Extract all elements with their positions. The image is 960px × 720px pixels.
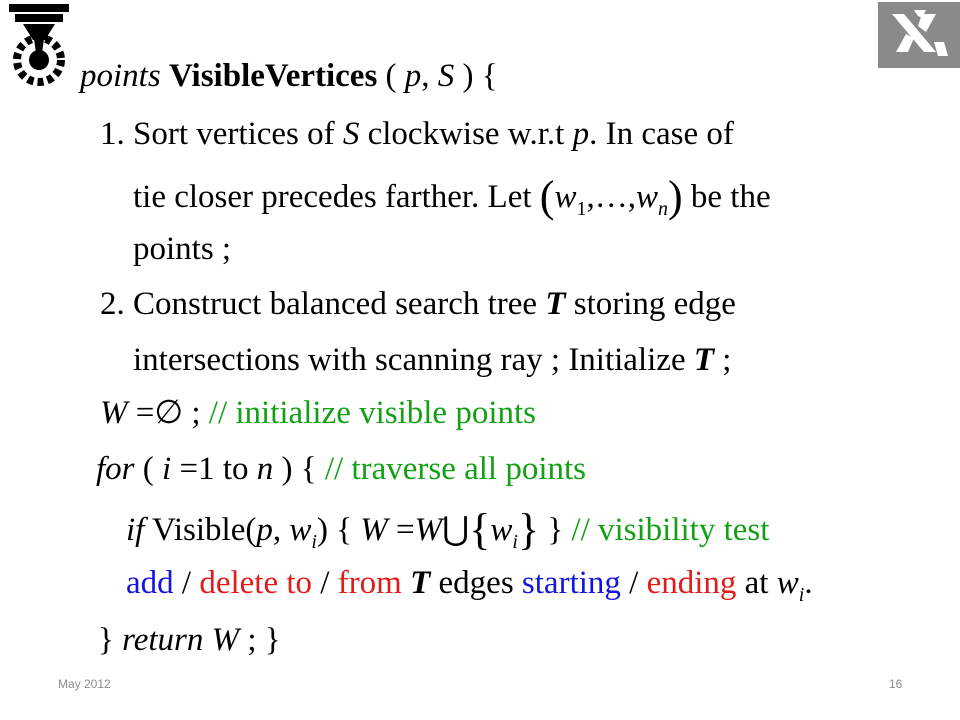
step1-text-a: Sort vertices of: [133, 116, 335, 152]
function-name: VisibleVertices: [168, 58, 378, 94]
technion-logo-icon: [3, 2, 75, 88]
tuple-paren-open: (: [539, 172, 555, 221]
step1-text-e: be the: [690, 179, 771, 215]
var-w-last: w: [635, 179, 658, 215]
step2-line2: [133, 340, 731, 380]
step1-line3: [133, 229, 231, 269]
footer-page-number: 16: [889, 677, 903, 691]
slash-1: /: [181, 565, 192, 601]
step1-number: 1.: [100, 116, 125, 152]
set-brace-open: {: [469, 505, 491, 554]
for-equals: =: [171, 451, 199, 487]
delete-word: delete to: [199, 565, 313, 601]
from-word: from: [337, 565, 402, 601]
var-i: i: [162, 451, 172, 487]
if-var-w-right: W: [414, 512, 443, 548]
var-p: p: [572, 116, 590, 152]
brace-close: }: [547, 512, 564, 548]
return-brace-close: }: [98, 622, 114, 658]
return-type: points: [80, 58, 161, 94]
action-line: [126, 563, 813, 606]
if-var-w: w: [289, 512, 312, 548]
step1-line2: [133, 172, 771, 221]
return-var-w: W: [211, 622, 240, 658]
add-word: add: [126, 565, 174, 601]
step1-text-f: points ;: [133, 231, 232, 267]
step2-text-c: intersections with scanning ray ; Initialize: [133, 342, 686, 378]
for-line: [96, 449, 586, 489]
if-paren-close: ): [316, 512, 328, 548]
step1-text-d: tie closer precedes farther. Let: [133, 179, 532, 215]
return-line: [98, 620, 281, 660]
var-t: T: [545, 286, 566, 322]
var-w-first: w: [554, 179, 577, 215]
empty-set-icon: ∅: [154, 392, 184, 431]
step1-text-c: . In case of: [589, 116, 734, 152]
if-paren-open: (: [245, 512, 257, 548]
slash-2: /: [320, 565, 330, 601]
for-start: 1: [198, 451, 215, 487]
if-var-w-left: W: [360, 512, 388, 548]
department-logo-icon: [878, 2, 960, 68]
ending-word: ending: [646, 565, 737, 601]
set-sub-i: i: [512, 531, 518, 553]
step1-text-b: clockwise w.r.t: [367, 116, 565, 152]
for-paren-open: (: [142, 451, 154, 487]
for-keyword: for: [96, 451, 135, 487]
action-var-w: w: [776, 565, 799, 601]
for-comment: // traverse all points: [324, 451, 587, 487]
return-end: ; }: [247, 622, 281, 658]
if-line: if Visible(p, $w_i$) { $W =W⋃\{w_i\}$ } // visibility test: [126, 505, 770, 554]
tuple-paren-close: ): [667, 172, 683, 221]
step2-semicolon: ;: [722, 342, 732, 378]
edges-word: edges: [438, 565, 514, 601]
var-t-init: T: [693, 342, 715, 378]
param-p: p: [404, 58, 422, 94]
step2-text-b: storing edge: [573, 286, 736, 322]
paren-close: ) {: [462, 58, 498, 94]
set-brace-close: }: [517, 505, 540, 554]
var-w: W: [100, 395, 128, 431]
ellipsis: ,…,: [586, 179, 636, 215]
function-header: points VisibleVertices ( p, S ) {: [80, 58, 498, 94]
step2-text-a: Construct balanced search tree: [133, 286, 538, 322]
init-comment: // initialize visible points: [208, 395, 537, 431]
if-equals: =: [396, 512, 415, 548]
at-word: at: [744, 565, 769, 601]
step1-line1: [100, 114, 734, 154]
equals: =: [135, 395, 155, 431]
starting-word: starting: [521, 565, 621, 601]
footer-date: May 2012: [58, 677, 111, 691]
set-var-w: w: [490, 512, 513, 548]
brace-open: {: [336, 512, 353, 548]
action-sub-i: i: [798, 584, 805, 606]
sub-one: 1: [576, 198, 587, 220]
paren-open: (: [385, 58, 397, 94]
action-period: .: [804, 565, 813, 601]
union-icon: ⋃: [442, 509, 470, 548]
for-to: to: [222, 451, 249, 487]
step2-line1: [100, 284, 736, 324]
visible-func: Visible: [152, 512, 246, 548]
for-paren-close: ) {: [281, 451, 317, 487]
if-keyword: if: [126, 512, 145, 548]
sub-n: n: [657, 198, 668, 220]
init-semicolon: ;: [191, 395, 201, 431]
if-comment: // visibility test: [571, 512, 770, 548]
if-sub-i: i: [311, 531, 317, 553]
init-line: [100, 392, 536, 433]
if-var-p: p: [256, 512, 273, 548]
return-keyword: return: [122, 622, 204, 658]
var-s: S: [342, 116, 360, 152]
step2-number: 2.: [100, 286, 125, 322]
for-n: n: [256, 451, 274, 487]
param-s: S: [437, 58, 455, 94]
action-var-t: T: [410, 565, 431, 601]
slash-3: /: [629, 565, 639, 601]
